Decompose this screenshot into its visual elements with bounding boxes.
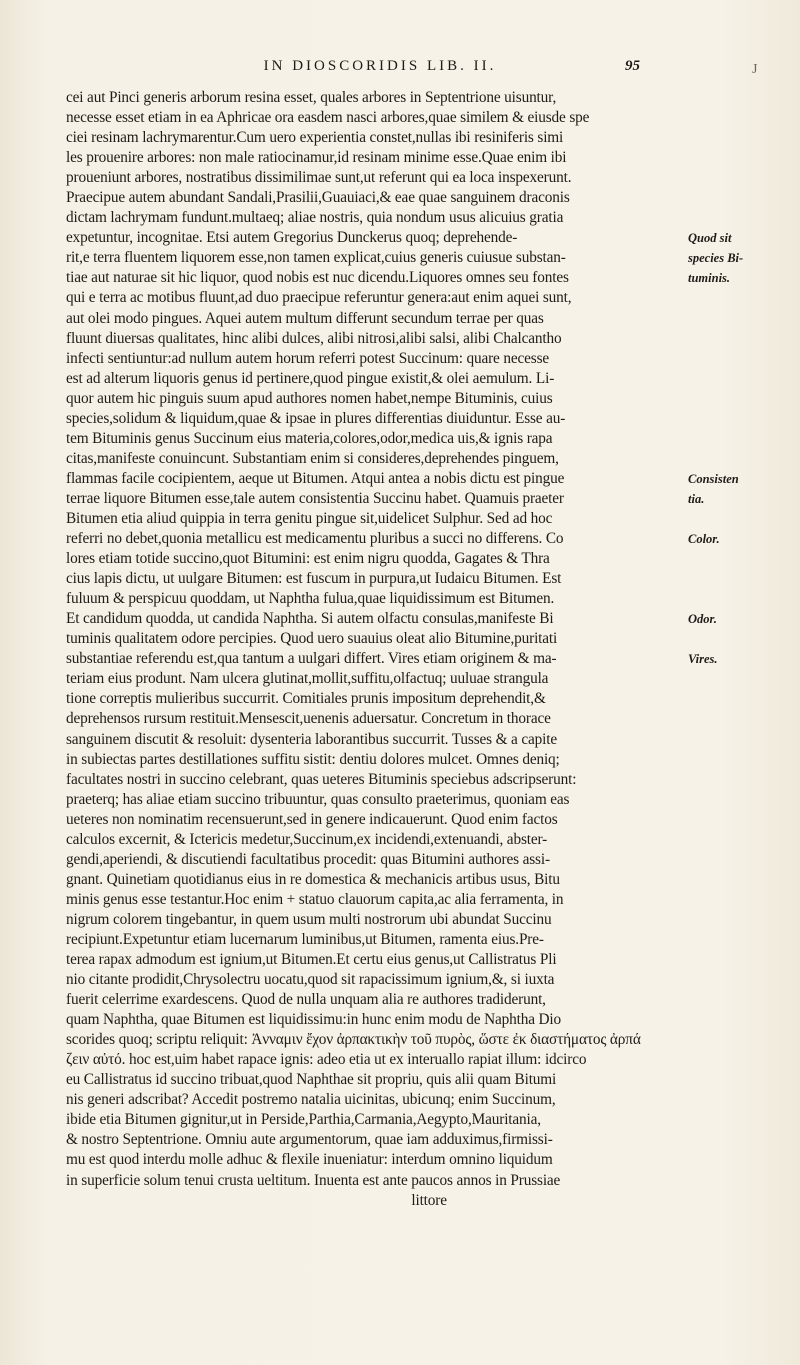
text-line: ibide etia Bitumen gignitur,ut in Perside,Parthia,Carmania,Aegypto,Mauritania, xyxy=(66,1111,541,1129)
text-line: gnant. Quinetiam quotidianus eius in re domestica & mechanicis artibus usus, Bitu xyxy=(66,870,560,888)
text-line: quor autem hic pinguis suum apud authores nomen habet,nempe Bituminis, cuius xyxy=(66,389,553,407)
text-line: facultates nostri in succino celebrant, quas ueteres Bituminis speciebus adscripserunt: xyxy=(66,770,577,788)
text-line: recipiunt.Expetuntur etiam lucernarum luminibus,ut Bitumen, ramenta eius.Pre- xyxy=(66,930,544,948)
text-line: est ad alterum liquoris genus id pertinere,quod pingue existit,& olei aemulum. Li- xyxy=(66,369,555,387)
text-line: expetuntur, incognitae. Etsi autem Gregorius Dunckerus quoq; deprehende- xyxy=(66,229,518,247)
text-line: nigrum colorem tingebantur, in quem usum multi nostrorum ubi abundat Succinu xyxy=(66,910,552,928)
text-line: praeterq; has aliae etiam succino tribuuntur, quas consulto praeterimus, quoniam eas xyxy=(66,790,570,808)
text-line: tione correptis mulieribus succurrit. Comitiales prunis impositum deprehendit,& xyxy=(66,690,546,708)
text-line: lores etiam totide succino,quot Bitumini: est enim nigru quodda, Gagates & Thra xyxy=(66,550,550,568)
margin-note: Consisten xyxy=(688,471,739,486)
text-line: littore xyxy=(66,1191,447,1209)
text-line: rit,e terra fluentem liquorem esse,non tamen explicat,cuius generis cuiusue substan- xyxy=(66,249,566,267)
text-line: eu Callistratus id succino tribuat,quod Naphthae sit propriu, quis alii quam Bitumi xyxy=(66,1071,557,1089)
text-line: quam Naphtha, quae Bitumen est liquidissimu:in hunc enim modu de Naphtha Dio xyxy=(66,1011,562,1029)
margin-note: tia. xyxy=(688,492,705,506)
text-line: citas,manifeste conuincunt. Substantiam enim si consideres,deprehendes pinguem, xyxy=(66,449,559,467)
text-line: substantiae referendu est,qua tantum a uulgari differt. Vires etiam originem & ma- xyxy=(66,650,557,668)
text-line: infecti sentiuntur:ad nullum autem horum referri potest Succinum: quare necesse xyxy=(66,349,550,367)
running-head: IN DIOSCORIDIS LIB. II. xyxy=(263,58,497,74)
text-line: Bitumen etia aliud quippia in terra genitu pingue sit,uidelicet Sulphur. Sed ad hoc xyxy=(66,509,553,527)
text-line: ueteres non nominatim recensuerunt,sed in genere indicauerunt. Quod enim factos xyxy=(66,810,558,828)
text-line: fluunt diuersas qualitates, hinc alibi dulces, alibi nitrosi,alibi salsi, alibi Chalcantho xyxy=(66,329,562,347)
text-line: ζειν αὐτό. hoc est,uim habet rapace ignis: adeo etia ut ex interuallo rapiat illum: idcirco xyxy=(66,1051,587,1069)
text-line: scorides quoq; scriptu reliquit: Ἀνναμιν ἔχον ἀρπακτικὴν τοῦ πυρὸς, ὥστε ἐκ διαστήματος ἀρπά xyxy=(66,1031,641,1049)
text-line: & nostro Septentrione. Omniu aute argumentorum, quae iam adduximus,firmissi- xyxy=(66,1131,553,1149)
text-line: teriam eius produnt. Nam ulcera glutinat,mollit,suffitu,olfactuq; uuluae strangula xyxy=(66,670,549,688)
margin-note: Odor. xyxy=(688,612,717,627)
text-line: proueniunt arbores, nostratibus dissimilimae sunt,ut referunt qui ea loca inspexerunt. xyxy=(66,169,572,187)
page-header xyxy=(200,58,640,80)
text-line: flammas facile cocipientem, aeque ut Bitumen. Atqui antea a nobis dictu est pingue xyxy=(66,469,565,487)
text-line: referri no debet,quonia metallicu est medicamentu pluribus a succi no differens. Co xyxy=(66,530,564,548)
text-line: qui e terra ac motibus fluunt,ad duo praecipue referuntur genera:aut enim aquei sunt, xyxy=(66,289,572,307)
corner-mark: J xyxy=(752,62,758,77)
text-line: sanguinem discutit & resoluit: dysenteria laborantibus succurrit. Tusses & a capite xyxy=(66,730,557,748)
margin-note: tuminis. xyxy=(688,271,731,286)
text-line: Praecipue autem abundant Sandali,Prasilii,Guauiaci,& eae quae sanguinem draconis xyxy=(66,189,570,207)
margin-note: species Bi- xyxy=(688,251,744,266)
text-line: terrae liquore Bitumen esse,tale autem consistentia Succinu habet. Quamuis praeter xyxy=(66,489,564,507)
text-line: ciei resinam lachrymarentur.Cum uero experientia constet,nullas ibi resiniferis simi xyxy=(66,129,564,147)
text-line: cius lapis dictu, ut uulgare Bitumen: est fuscum in purpura,ut Iudaicu Bitumen. Est xyxy=(66,570,562,588)
text-line: calculos excernit, & Ictericis medetur,Succinum,ex incidendi,extenuandi, abster- xyxy=(66,830,548,848)
text-line: terea rapax admodum est ignium,ut Bitumen.Et certu eius genus,ut Callistratus Pli xyxy=(66,951,557,969)
text-line: aut olei modo pingues. Aquei autem multum differunt secundum terrae per quas xyxy=(66,309,544,327)
text-line: necesse esset etiam in ea Aphricae ora easdem nasci arbores,quae similem & eiusde spe xyxy=(66,109,590,127)
text-line: deprehensos rursum restituit.Mensescit,uenenis aduersatur. Concretum in thorace xyxy=(66,710,551,728)
page-number: 95 xyxy=(625,58,640,74)
text-line: tiae aut naturae sit hic liquor, quod nobis est nuc dicendu.Liquores omnes seu fontes xyxy=(66,269,569,287)
margin-notes xyxy=(688,88,768,1328)
text-line: Et candidum quodda, ut candida Naphtha. Si autem olfactu consulas,manifeste Bi xyxy=(66,610,554,628)
text-line: dictam lachrymam fundunt.multaeq; aliae nostris, quia nondum usus alicuius gratia xyxy=(66,209,564,227)
text-line: tem Bituminis genus Succinum eius materia,colores,odor,medica uis,& ignis rapa xyxy=(66,429,553,447)
text-line: in subiectas partes destillationes suffitu sistit: dentiu dolores mulcet. Omnes deniq; xyxy=(66,750,560,768)
margin-note: Vires. xyxy=(688,652,718,667)
text-line: fuerit celerrime exardescens. Quod de nulla unquam alia re authores tradiderunt, xyxy=(66,991,546,1009)
body-text xyxy=(66,88,684,1328)
text-line: les prouenire arbores: non male ratiocinamur,id resinam minime esse.Quae enim ibi xyxy=(66,149,567,167)
margin-note: Color. xyxy=(688,532,720,547)
text-line: tuminis qualitatem odore percipies. Quod uero suauius oleat alio Bitumine,puritati xyxy=(66,630,558,648)
text-line: minis genus esse testantur.Hoc enim + statuo clauorum capita,ac alia ferramenta, in xyxy=(66,890,564,908)
margin-note: Quod sit xyxy=(688,231,732,246)
text-line: in superficie solum tenui crusta ueltitum. Inuenta est ante paucos annos in Prussiae xyxy=(66,1171,561,1189)
text-line: mu est quod interdu molle adhuc & flexile inueniatur: interdum omnino liquidum xyxy=(66,1151,553,1169)
text-line: cei aut Pinci generis arborum resina esset, quales arbores in Septentrione uisuntur, xyxy=(66,89,557,106)
text-line: nis generi adscribat? Accedit postremo natalia uicinitas, ubicunq; enim Succinum, xyxy=(66,1091,556,1109)
text-line: gendi,aperiendi, & discutiendi facultatibus procedit: quas Bitumini authores assi- xyxy=(66,850,550,868)
text-line: species,solidum & liquidum,quae & ipsae in plures differentias diuiduntur. Esse au- xyxy=(66,409,566,427)
text-line: nio citante prodidit,Chrysolectru uocatu,quod sit rapacissimum ignium,&, si iuxta xyxy=(66,971,555,989)
text-line: fuluum & perspicuu quoddam, ut Naphtha fulua,quae liquidissimum est Bitumen. xyxy=(66,590,555,608)
